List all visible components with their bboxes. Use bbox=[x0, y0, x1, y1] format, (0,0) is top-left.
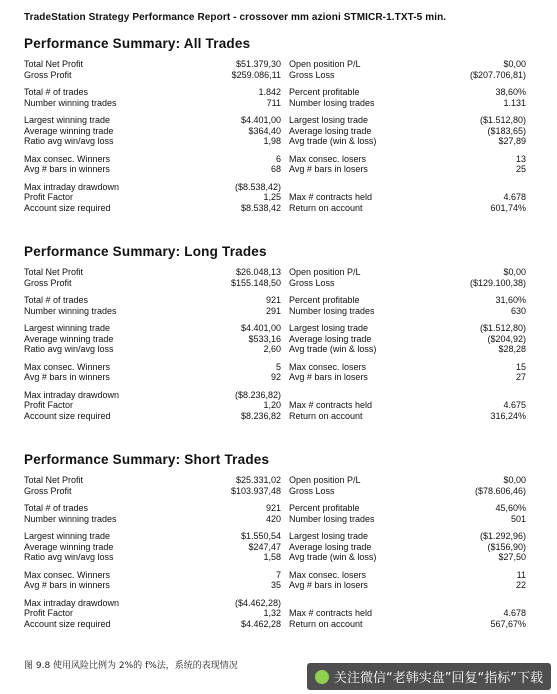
metric-label-right: Max consec. losers bbox=[289, 361, 367, 372]
metric-group bbox=[24, 154, 534, 175]
metric-value-right: 4.678 bbox=[503, 192, 526, 202]
metric-value-right: 4.678 bbox=[503, 608, 526, 618]
metric-label-left: Gross Profit bbox=[24, 69, 72, 80]
metric-label-right: Percent profitable bbox=[289, 503, 360, 513]
metric-label-right: Return on account bbox=[289, 618, 363, 629]
metric-label-right: Average losing trade bbox=[289, 125, 372, 136]
metric-label-right: Gross Loss bbox=[289, 485, 335, 496]
metric-row bbox=[24, 192, 534, 203]
metric-row bbox=[24, 531, 534, 542]
metric-row bbox=[24, 400, 534, 411]
metric-label-left: Average winning trade bbox=[24, 125, 114, 136]
metric-label-right: Open position P/L bbox=[289, 59, 361, 69]
metric-label-right: Number losing trades bbox=[289, 513, 375, 524]
metric-value-left: $8.236,82 bbox=[240, 410, 281, 421]
metric-label-left: Max intraday drawdown bbox=[24, 181, 120, 192]
metric-group bbox=[24, 87, 534, 108]
metric-label-left: Max consec. Winners bbox=[24, 361, 111, 372]
metric-row bbox=[24, 70, 534, 81]
figure-caption: 图 9.8 使用风险比例为 2%的 f%法，系统的表现情况 bbox=[24, 661, 238, 671]
metric-row bbox=[24, 267, 534, 278]
metric-value-right: 4.675 bbox=[503, 400, 526, 410]
metric-value-left: $4.401,00 bbox=[240, 323, 281, 333]
metric-group bbox=[24, 503, 534, 524]
metric-row bbox=[24, 126, 534, 137]
metric-label-left: Avg # bars in winners bbox=[24, 164, 110, 174]
metric-value-left: 7 bbox=[275, 569, 281, 580]
metric-label-right: Max consec. losers bbox=[289, 153, 367, 164]
metric-label-right: Avg trade (win & loss) bbox=[289, 552, 377, 562]
metric-label-right: Number losing trades bbox=[289, 305, 375, 316]
metric-value-left: 92 bbox=[270, 372, 281, 382]
metric-label-right: Avg # bars in losers bbox=[289, 372, 368, 382]
metric-label-right: Percent profitable bbox=[289, 295, 360, 305]
metric-label-left: Total Net Profit bbox=[24, 59, 84, 69]
metric-value-right: ($129.100,38) bbox=[469, 277, 526, 288]
metric-value-left: ($8.538,42) bbox=[234, 181, 281, 192]
metric-group bbox=[24, 570, 534, 591]
metric-label-left: Max intraday drawdown bbox=[24, 389, 120, 400]
metric-group bbox=[24, 115, 534, 147]
metric-row bbox=[24, 372, 534, 383]
metric-value-right: 601,74% bbox=[490, 202, 526, 213]
metric-value-right: ($78.606,46) bbox=[474, 485, 526, 496]
metric-value-right: 1.131 bbox=[503, 97, 526, 108]
metric-label-left: Number winning trades bbox=[24, 305, 117, 316]
metric-label-right: Max # contracts held bbox=[289, 192, 373, 202]
metric-label-right: Max consec. losers bbox=[289, 569, 367, 580]
metric-label-left: Total Net Profit bbox=[24, 475, 84, 485]
metric-label-left: Profit Factor bbox=[24, 400, 74, 410]
metric-label-left: Total # of trades bbox=[24, 295, 89, 305]
metric-value-left: $51.379,30 bbox=[235, 59, 281, 69]
metric-value-right: ($1.292,96) bbox=[479, 531, 526, 541]
section-title: Performance Summary: Long Trades bbox=[24, 244, 267, 259]
metric-value-right: 501 bbox=[510, 513, 526, 524]
metric-label-left: Total # of trades bbox=[24, 87, 89, 97]
watermark-text: 关注微信“老韩实盘”回复“指标”下载 bbox=[334, 671, 543, 686]
metric-group bbox=[24, 323, 534, 355]
metric-label-right: Gross Loss bbox=[289, 277, 335, 288]
metrics-groups bbox=[24, 59, 534, 213]
metric-value-left: 1,25 bbox=[263, 192, 281, 202]
metric-label-right: Open position P/L bbox=[289, 267, 361, 277]
metric-row bbox=[24, 390, 534, 401]
metric-value-left: 291 bbox=[265, 305, 281, 316]
metric-row bbox=[24, 136, 534, 147]
metric-value-right: 45,60% bbox=[495, 503, 526, 513]
metric-value-left: $8.538,42 bbox=[240, 202, 281, 213]
metric-label-right: Max # contracts held bbox=[289, 608, 373, 618]
metric-value-right: $27,89 bbox=[498, 136, 526, 146]
metric-value-right: 15 bbox=[515, 361, 526, 372]
metric-row bbox=[24, 503, 534, 514]
metric-row bbox=[24, 608, 534, 619]
metric-value-left: $533,16 bbox=[248, 333, 281, 344]
metric-row bbox=[24, 295, 534, 306]
metric-label-right: Avg # bars in losers bbox=[289, 164, 368, 174]
metric-label-right: Avg # bars in losers bbox=[289, 580, 368, 590]
metric-label-right: Largest losing trade bbox=[289, 115, 369, 125]
metric-value-left: 2,60 bbox=[263, 344, 281, 354]
metric-value-left: $103.937,48 bbox=[230, 485, 281, 496]
metric-row bbox=[24, 344, 534, 355]
metric-label-right: Largest losing trade bbox=[289, 323, 369, 333]
metric-value-left: 921 bbox=[265, 295, 281, 305]
metric-label-right: Average losing trade bbox=[289, 333, 372, 344]
metric-value-right: ($156,90) bbox=[487, 541, 526, 552]
metric-value-left: $155.148,50 bbox=[230, 277, 281, 288]
metric-label-left: Gross Profit bbox=[24, 485, 72, 496]
metric-value-right: 11 bbox=[516, 569, 526, 580]
metric-label-left: Number winning trades bbox=[24, 97, 117, 108]
metric-label-left: Largest winning trade bbox=[24, 531, 111, 541]
metric-row bbox=[24, 115, 534, 126]
metric-label-left: Profit Factor bbox=[24, 608, 74, 618]
metric-value-left: 1,20 bbox=[263, 400, 281, 410]
metric-value-left: $364,40 bbox=[248, 125, 281, 136]
metric-label-left: Max consec. Winners bbox=[24, 569, 111, 580]
metric-label-right: Max # contracts held bbox=[289, 400, 373, 410]
metric-label-left: Max intraday drawdown bbox=[24, 597, 120, 608]
metric-value-left: $4.462,28 bbox=[240, 618, 281, 629]
metric-row bbox=[24, 475, 534, 486]
report-header: TradeStation Strategy Performance Report - crossover mm azioni STMICR-1.TXT-5 min. bbox=[24, 12, 447, 23]
metric-value-right: 13 bbox=[515, 153, 526, 164]
metric-label-right: Percent profitable bbox=[289, 87, 360, 97]
metric-value-left: $26.048,13 bbox=[235, 267, 281, 277]
metric-value-left: 921 bbox=[265, 503, 281, 513]
metric-group bbox=[24, 59, 534, 80]
metric-label-left: Avg # bars in winners bbox=[24, 580, 110, 590]
wechat-icon bbox=[315, 670, 329, 684]
metric-value-left: 1,58 bbox=[263, 552, 281, 562]
metric-row bbox=[24, 154, 534, 165]
metric-value-right: ($204,92) bbox=[487, 333, 526, 344]
metric-row bbox=[24, 552, 534, 563]
metric-value-right: 22 bbox=[515, 580, 526, 590]
metric-label-left: Ratio avg win/avg loss bbox=[24, 552, 114, 562]
metric-row bbox=[24, 306, 534, 317]
watermark-banner bbox=[307, 663, 551, 690]
metric-row bbox=[24, 323, 534, 334]
metric-row bbox=[24, 580, 534, 591]
metric-label-left: Average winning trade bbox=[24, 541, 114, 552]
metric-label-right: Gross Loss bbox=[289, 69, 335, 80]
metric-group bbox=[24, 267, 534, 288]
metrics-groups bbox=[24, 475, 534, 629]
metric-value-left: 68 bbox=[270, 164, 281, 174]
section-title: Performance Summary: All Trades bbox=[24, 36, 251, 51]
section-long-trades bbox=[24, 244, 534, 428]
metric-value-right: ($1.512,80) bbox=[479, 323, 526, 333]
metric-row bbox=[24, 362, 534, 373]
metric-label-left: Ratio avg win/avg loss bbox=[24, 344, 114, 354]
metric-row bbox=[24, 203, 534, 214]
metric-row bbox=[24, 87, 534, 98]
metric-value-left: 1.842 bbox=[258, 87, 281, 97]
metric-group bbox=[24, 598, 534, 630]
metric-value-left: $25.331,02 bbox=[235, 475, 281, 485]
metric-label-right: Avg trade (win & loss) bbox=[289, 344, 377, 354]
metric-label-right: Average losing trade bbox=[289, 541, 372, 552]
metric-label-right: Return on account bbox=[289, 202, 363, 213]
metric-row bbox=[24, 542, 534, 553]
metric-group bbox=[24, 295, 534, 316]
metric-value-right: 31,60% bbox=[495, 295, 526, 305]
metric-value-left: ($8.236,82) bbox=[234, 389, 281, 400]
metric-row bbox=[24, 278, 534, 289]
metric-label-left: Number winning trades bbox=[24, 513, 117, 524]
metric-value-right: $0,00 bbox=[503, 475, 526, 485]
metric-group bbox=[24, 475, 534, 496]
metric-value-right: ($183,65) bbox=[487, 125, 526, 136]
metric-label-left: Ratio avg win/avg loss bbox=[24, 136, 114, 146]
metric-value-right: ($1.512,80) bbox=[479, 115, 526, 125]
metric-row bbox=[24, 570, 534, 581]
metric-value-left: 420 bbox=[265, 513, 281, 524]
metric-label-left: Account size required bbox=[24, 410, 111, 421]
metric-group bbox=[24, 531, 534, 563]
metric-value-left: ($4.462,28) bbox=[234, 597, 281, 608]
metric-row bbox=[24, 486, 534, 497]
metric-label-left: Account size required bbox=[24, 618, 111, 629]
metric-value-left: $259.086,11 bbox=[231, 69, 281, 80]
metric-value-right: $0,00 bbox=[503, 59, 526, 69]
metric-label-left: Average winning trade bbox=[24, 333, 114, 344]
metric-label-right: Avg trade (win & loss) bbox=[289, 136, 377, 146]
metric-value-right: ($207.706,81) bbox=[469, 69, 526, 80]
metric-group bbox=[24, 390, 534, 422]
metric-label-right: Number losing trades bbox=[289, 97, 375, 108]
metric-value-right: $0,00 bbox=[503, 267, 526, 277]
metric-label-left: Total Net Profit bbox=[24, 267, 84, 277]
metric-group bbox=[24, 362, 534, 383]
metric-value-right: 25 bbox=[515, 164, 526, 174]
metric-group bbox=[24, 182, 534, 214]
metric-value-left: 711 bbox=[266, 97, 281, 108]
metric-label-left: Profit Factor bbox=[24, 192, 74, 202]
metric-label-left: Total # of trades bbox=[24, 503, 89, 513]
section-title: Performance Summary: Short Trades bbox=[24, 452, 270, 467]
metric-value-right: 316,24% bbox=[490, 410, 526, 421]
metric-value-left: 1,32 bbox=[263, 608, 281, 618]
metric-row bbox=[24, 98, 534, 109]
metrics-groups bbox=[24, 267, 534, 421]
metric-label-right: Return on account bbox=[289, 410, 363, 421]
metric-label-right: Largest losing trade bbox=[289, 531, 369, 541]
metric-value-right: 567,67% bbox=[490, 618, 526, 629]
section-all-trades bbox=[24, 36, 534, 220]
metric-row bbox=[24, 514, 534, 525]
metric-row bbox=[24, 164, 534, 175]
metric-row bbox=[24, 598, 534, 609]
section-short-trades bbox=[24, 452, 534, 636]
metric-row bbox=[24, 619, 534, 630]
metric-label-right: Open position P/L bbox=[289, 475, 361, 485]
metric-row bbox=[24, 411, 534, 422]
metric-value-left: 1,98 bbox=[263, 136, 281, 146]
metric-label-left: Largest winning trade bbox=[24, 323, 111, 333]
metric-label-left: Largest winning trade bbox=[24, 115, 111, 125]
metric-value-right: 38,60% bbox=[495, 87, 526, 97]
metric-value-right: 27 bbox=[515, 372, 526, 382]
metric-value-left: $1.550,54 bbox=[240, 531, 281, 541]
metric-label-left: Account size required bbox=[24, 202, 111, 213]
metric-value-left: 6 bbox=[275, 153, 281, 164]
metric-value-left: 5 bbox=[275, 361, 281, 372]
metric-value-right: $27,50 bbox=[498, 552, 526, 562]
metric-row bbox=[24, 182, 534, 193]
metric-label-left: Gross Profit bbox=[24, 277, 72, 288]
metric-value-left: $4.401,00 bbox=[240, 115, 281, 125]
metric-row bbox=[24, 334, 534, 345]
metric-value-left: 35 bbox=[270, 580, 281, 590]
metric-label-left: Max consec. Winners bbox=[24, 153, 111, 164]
metric-row bbox=[24, 59, 534, 70]
metric-value-right: 630 bbox=[510, 305, 526, 316]
metric-value-left: $247,47 bbox=[248, 541, 281, 552]
metric-value-right: $28,28 bbox=[498, 344, 526, 354]
metric-label-left: Avg # bars in winners bbox=[24, 372, 110, 382]
